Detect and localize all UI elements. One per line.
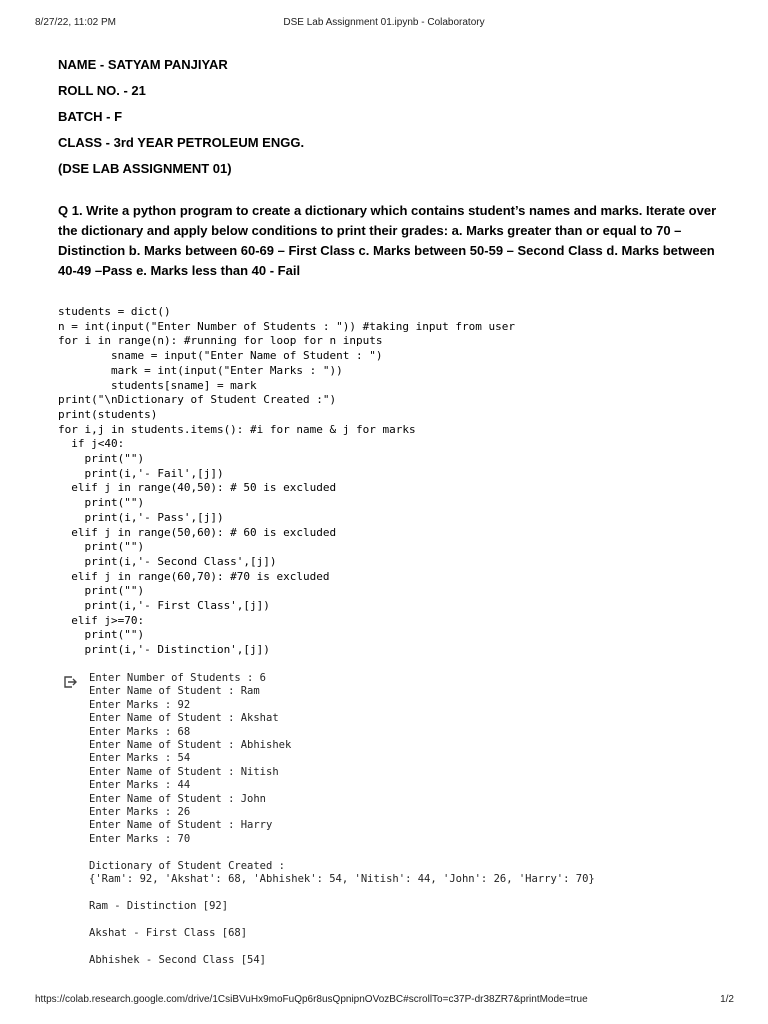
print-datetime: 8/27/22, 11:02 PM — [35, 17, 116, 28]
student-name: NAME - SATYAM PANJIYAR — [58, 57, 228, 72]
output-icon[interactable] — [62, 674, 78, 690]
print-title: DSE Lab Assignment 01.ipynb - Colaboratory — [283, 17, 485, 28]
roll-number: ROLL NO. - 21 — [58, 83, 146, 98]
cell-output: Enter Number of Students : 6 Enter Name of Student : Ram Enter Marks : 92 Enter Name of Student : Akshat Enter Marks : 68 Enter Name of Student : Abhishek Enter Marks : 54 Enter Name of Student : Nitish Enter Marks : 44 Enter Name of Student : John Enter Marks : 26 Enter Name of Student : Harry Enter Marks : 70 Dictionary of Student Created : {'Ram': 92, 'Akshat': 68, 'Abhishek': 54, 'Nitish': 44, 'John': 26, 'Harry': 70} Ram - Distinction [92] Akshat - First Class [68] Abhishek - Second Class [54] — [89, 672, 595, 966]
class-info: CLASS - 3rd YEAR PETROLEUM ENGG. — [58, 135, 305, 150]
page-url: https://colab.research.google.com/drive/1CsiBVuHx9moFuQp6r8usQpnipnOVozBC#scrollTo=c37P-dr38ZR7&printMode=true — [35, 994, 588, 1005]
batch: BATCH - F — [58, 109, 123, 124]
assignment-title: (DSE LAB ASSIGNMENT 01) — [58, 161, 232, 176]
page-number: 1/2 — [720, 994, 734, 1005]
code-cell[interactable]: students = dict() n = int(input("Enter Number of Students : ")) #taking input from user for i in range(n): #running for loop for n inputs sname = input("Enter Name of Student : ") mark = int(input("Enter Marks : ")) students[sname] = mark print("\nDictionary of Student Created :") print(students) for i,j in students.items(): #i for name & j for marks if j<40: print("") print(i,'- Fail',[j]) elif j in range(40,50): # 50 is excluded print("") print(i,'- Pass',[j]) elif j in range(50,60): # 60 is excluded print("") print(i,'- Second Class',[j]) elif j in range(60,70): #70 is excluded print("") print(i,'- First Class',[j]) elif j>=70: print("") print(i,'- Distinction',[j]) — [58, 305, 515, 657]
question-text: Q 1. Write a python program to create a dictionary which contains student’s names and marks. Iterate over the dictionary and apply below conditions to print their grades: a. Marks greater than or equal to 70 – Distinction b. Marks between 60-69 – First Class c. Marks between 50-59 – Second Class d. Marks between 40-49 –Pass e. Marks less than 40 - Fail — [58, 203, 717, 278]
